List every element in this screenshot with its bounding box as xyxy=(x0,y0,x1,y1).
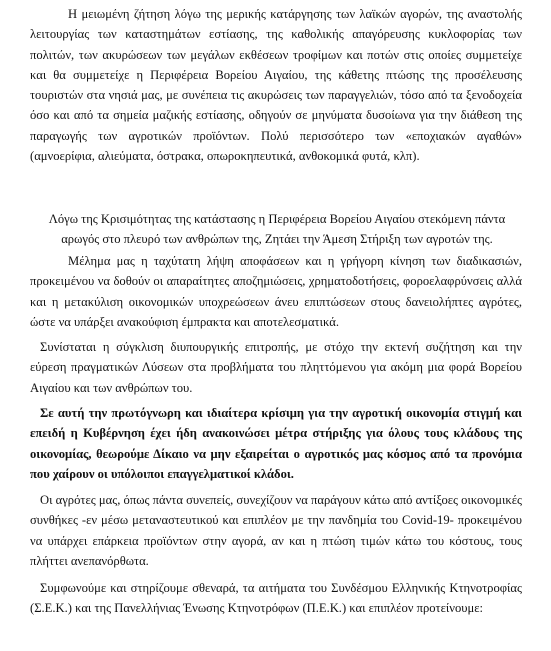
paragraph-bold-fairness-statement: Σε αυτή την πρωτόγνωρη και ιδιαίτερα κρίσιμη για την αγροτική οικονομία στιγμή και επειδή η Κυβέρνηση έχει ήδη ανακοινώσει μέτρα στήριξης για όλους τους κλάδους της οικονομίας, θεωρούμε Δίκαιο να μην εξαιρείται ο αγροτικός μας κόσμος από τα προνόμια που χαίρουν οι υπόλοιποι επαγγελματικοί κλάδοι. xyxy=(30,406,522,481)
paragraph-farmers-consistent: Οι αγρότες μας, όπως πάντα συνεπείς, συνεχίζουν να παράγουν κάτω από αντίξοες οικονομικές συνθήκες -εν μέσω μεταναστευτικού και επιπλέον με την πανδημία του Covid-19- προκειμένου να υπάρχει επάρκεια προϊόντων στην αγορά, αν και η πτώση τιμών κάτω του κόστους, τους πλήττει ανεπανόρθωτα. xyxy=(30,493,522,568)
paragraph-fast-decisions: Μέλημα μας η ταχύτατη λήψη αποφάσεων και η γρήγορη κίνηση των διαδικασιών, προκειμένου να δοθούν οι απαραίτητες αποζημιώσεις, χρηματοδοτήσεις, φοροελαφρύνσεις αλλά και η μετακύλιση οικονομικών υποχρεώσεων άνευ επιπτώσεων στους δανειολήπτες αγρότες, ώστε να υπάρξει ανακούφιση έμπρακτα και αποτελεσματικά. xyxy=(30,254,522,329)
paragraph-agreement-proposals: Συμφωνούμε και στηρίζουμε σθεναρά, τα αιτήματα του Συνδέσμου Ελληνικής Κτηνοτροφίας (Σ.Ε.Κ.) και της Πανελλήνιας Ένωσης Κτηνοτρόφων (Π.Ε.Κ.) και επιπλέον προτείνουμε: xyxy=(30,581,522,616)
paragraph-interministerial-committee: Συνίσταται η σύγκλιση διυπουργικής επιτροπής, με στόχο την εκτενή συζήτηση και την εύρεση πραγματικών Λύσεων στα προβλήματα του πληττόμενου για ακόμη μια φορά Βορείου Αιγαίου και των ανθρώπων του. xyxy=(30,340,522,395)
paragraph-region-support: Λόγω της Κρισιμότητας της κατάστασης η Περιφέρεια Βορείου Αιγαίου στεκόμενη πάντα αρωγός στο πλευρό των ανθρώπων της, Ζητάει την Άμεση Στήριξη των αγροτών της. xyxy=(48,212,506,247)
paragraph-reduced-demand: Η μειωμένη ζήτηση λόγω της μερικής κατάργησης των λαϊκών αγορών, της αναστολής λειτουργίας των καταστημάτων εστίασης, της καθολικής απαγόρευσης κυκλοφορίας των πολιτών, των ακυρώσεων των μεγάλων εκθέσεων τροφίμων και ποτών στις οποίες συμμετείχε και θα συμμετείχε η Περιφέρεια Βορείου Αιγαίου, της κάθετης πτώσης της προσέλευσης τουριστών στα νησιά μας, με συνέπεια τις ακυρώσεις των παραγγελιών, τόσο από τα ξενοδοχεία όσο και από τα σημεία μαζικής εστίασης, οδηγούν σε μηνύματα δυσοίωνα για την διάθεση της παραγωγής των αγροτικών προϊόντων. Πολύ περισσότερο των «εποχιακών αγαθών» (αμνοερίφια, αλιεύματα, όστρακα, οπωροκηπευτικά, ανθοκομικά φυτά, κλπ). xyxy=(30,7,522,164)
